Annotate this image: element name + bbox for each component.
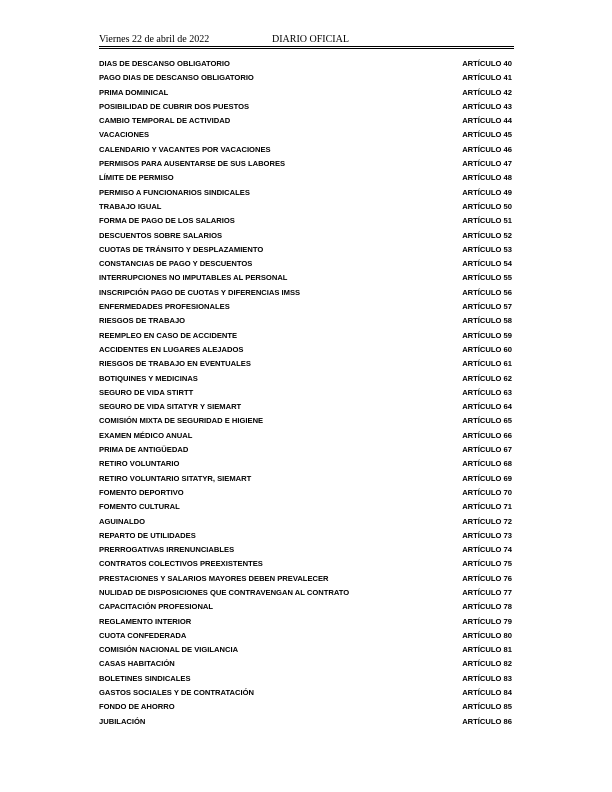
entry-title: FONDO DE AHORRO bbox=[99, 702, 175, 712]
entry-article: ARTÍCULO 73 bbox=[462, 530, 512, 540]
index-entry bbox=[99, 214, 512, 228]
entry-title: REPARTO DE UTILIDADES bbox=[99, 530, 196, 540]
entry-title: PRESTACIONES Y SALARIOS MAYORES DEBEN PREVALECER bbox=[99, 573, 329, 583]
entry-article: ARTÍCULO 54 bbox=[462, 259, 512, 269]
entry-title: DESCUENTOS SOBRE SALARIOS bbox=[99, 230, 223, 240]
index-entry bbox=[99, 472, 512, 486]
entry-title: BOLETINES SINDICALES bbox=[99, 673, 191, 683]
index-entry bbox=[99, 686, 512, 700]
entry-article: ARTÍCULO 59 bbox=[462, 330, 512, 340]
entry-article: ARTÍCULO 62 bbox=[462, 373, 512, 383]
entry-title: SEGURO DE VIDA STIRTT bbox=[99, 387, 194, 397]
index-entry bbox=[99, 700, 512, 714]
index-entry bbox=[99, 128, 512, 142]
entry-title: PRERROGATIVAS IRRENUNCIABLES bbox=[99, 545, 235, 555]
entry-article: ARTÍCULO 81 bbox=[462, 645, 512, 655]
index-entry bbox=[99, 443, 512, 457]
entry-article: ARTÍCULO 41 bbox=[462, 73, 512, 83]
entry-title: EXAMEN MÉDICO ANUAL bbox=[99, 430, 193, 440]
entry-title: CUOTA CONFEDERADA bbox=[99, 630, 187, 640]
entry-article: ARTÍCULO 66 bbox=[462, 430, 512, 440]
entry-article: ARTÍCULO 68 bbox=[462, 459, 512, 469]
index-entry bbox=[99, 271, 512, 285]
entry-title: PAGO DIAS DE DESCANSO OBLIGATORIO bbox=[99, 73, 254, 83]
index-entry bbox=[99, 229, 512, 243]
header-rule-top bbox=[99, 46, 514, 47]
index-entry bbox=[99, 57, 512, 71]
entry-article: ARTÍCULO 79 bbox=[462, 616, 512, 626]
entry-title: REEMPLEO EN CASO DE ACCIDENTE bbox=[99, 330, 238, 340]
index-entry bbox=[99, 171, 512, 185]
entry-title: FOMENTO DEPORTIVO bbox=[99, 487, 184, 497]
entry-article: ARTÍCULO 71 bbox=[462, 502, 512, 512]
index-entry bbox=[99, 429, 512, 443]
index-entry bbox=[99, 557, 512, 571]
entry-article: ARTÍCULO 55 bbox=[462, 273, 512, 283]
article-index bbox=[99, 57, 512, 729]
entry-article: ARTÍCULO 60 bbox=[462, 344, 512, 354]
entry-title: POSIBILIDAD DE CUBRIR DOS PUESTOS bbox=[99, 101, 250, 111]
entry-article: ARTÍCULO 84 bbox=[462, 688, 512, 698]
index-entry bbox=[99, 414, 512, 428]
index-entry bbox=[99, 329, 512, 343]
index-entry bbox=[99, 157, 512, 171]
entry-article: ARTÍCULO 57 bbox=[462, 302, 512, 312]
entry-title: PRIMA DE ANTIGÜEDAD bbox=[99, 445, 189, 455]
index-entry bbox=[99, 386, 512, 400]
entry-article: ARTÍCULO 76 bbox=[462, 573, 512, 583]
entry-title: RIESGOS DE TRABAJO bbox=[99, 316, 186, 326]
entry-title: PERMISOS PARA AUSENTARSE DE SUS LABORES bbox=[99, 159, 286, 169]
index-entry bbox=[99, 543, 512, 557]
entry-title: DIAS DE DESCANSO OBLIGATORIO bbox=[99, 59, 230, 68]
entry-title: VACACIONES bbox=[99, 130, 150, 140]
entry-title: RETIRO VOLUNTARIO SITATYR, SIEMART bbox=[99, 473, 252, 483]
index-entry bbox=[99, 200, 512, 214]
index-entry bbox=[99, 400, 512, 414]
entry-article: ARTÍCULO 65 bbox=[462, 416, 512, 426]
index-entry bbox=[99, 457, 512, 471]
index-entry bbox=[99, 357, 512, 371]
entry-title: NULIDAD DE DISPOSICIONES QUE CONTRAVENGAN AL CONTRATO bbox=[99, 587, 350, 597]
entry-article: ARTÍCULO 53 bbox=[462, 244, 512, 254]
index-entry bbox=[99, 615, 512, 629]
entry-title: INTERRUPCIONES NO IMPUTABLES AL PERSONAL bbox=[99, 273, 288, 283]
entry-article: ARTÍCULO 43 bbox=[462, 101, 512, 111]
entry-article: ARTÍCULO 51 bbox=[462, 216, 512, 226]
index-entry bbox=[99, 257, 512, 271]
entry-article: ARTÍCULO 44 bbox=[462, 116, 512, 126]
index-entry bbox=[99, 643, 512, 657]
entry-title: SEGURO DE VIDA SITATYR Y SIEMART bbox=[99, 402, 242, 412]
index-entry bbox=[99, 600, 512, 614]
index-entry bbox=[99, 500, 512, 514]
entry-title: CAPACITACIÓN PROFESIONAL bbox=[99, 602, 214, 612]
entry-article: ARTÍCULO 78 bbox=[462, 602, 512, 612]
index-entry bbox=[99, 372, 512, 386]
entry-article: ARTÍCULO 42 bbox=[462, 87, 512, 97]
entry-title: COMISIÓN MIXTA DE SEGURIDAD E HIGIENE bbox=[99, 416, 264, 426]
index-entry bbox=[99, 529, 512, 543]
entry-title: INSCRIPCIÓN PAGO DE CUOTAS Y DIFERENCIAS IMSS bbox=[99, 287, 301, 297]
entry-article: ARTÍCULO 61 bbox=[462, 359, 512, 369]
index-entry bbox=[99, 515, 512, 529]
entry-article: ARTÍCULO 75 bbox=[462, 559, 512, 569]
header-publication: DIARIO OFICIAL bbox=[272, 34, 349, 45]
entry-title: COMISIÓN NACIONAL DE VIGILANCIA bbox=[99, 645, 239, 655]
entry-article: ARTÍCULO 45 bbox=[462, 130, 512, 140]
index-entry bbox=[99, 672, 512, 686]
index-entry bbox=[99, 114, 512, 128]
entry-article: ARTÍCULO 77 bbox=[462, 587, 512, 597]
entry-title: FOMENTO CULTURAL bbox=[99, 502, 180, 512]
index-entry bbox=[99, 286, 512, 300]
entry-article: ARTÍCULO 69 bbox=[462, 473, 512, 483]
entry-article: ARTÍCULO 50 bbox=[462, 201, 512, 211]
entry-article: ARTÍCULO 72 bbox=[462, 516, 512, 526]
header-rule-bottom bbox=[99, 48, 514, 49]
entry-article: ARTÍCULO 83 bbox=[462, 673, 512, 683]
index-entry bbox=[99, 86, 512, 100]
index-entry bbox=[99, 143, 512, 157]
index-entry bbox=[99, 71, 512, 85]
entry-title: REGLAMENTO INTERIOR bbox=[99, 616, 192, 626]
entry-article: ARTÍCULO 40 bbox=[462, 59, 512, 68]
entry-title: LÍMITE DE PERMISO bbox=[99, 173, 174, 183]
entry-title: BOTIQUINES Y MEDICINAS bbox=[99, 373, 198, 383]
entry-title: CASAS HABITACIÓN bbox=[99, 659, 175, 669]
entry-title: ENFERMEDADES PROFESIONALES bbox=[99, 302, 230, 312]
index-entry bbox=[99, 100, 512, 114]
entry-article: ARTÍCULO 46 bbox=[462, 144, 512, 154]
entry-title: CAMBIO TEMPORAL DE ACTIVIDAD bbox=[99, 116, 231, 126]
entry-title: AGUINALDO bbox=[99, 516, 145, 526]
entry-title: PERMISO A FUNCIONARIOS SINDICALES bbox=[99, 187, 250, 197]
index-entry bbox=[99, 572, 512, 586]
index-entry bbox=[99, 343, 512, 357]
entry-article: ARTÍCULO 64 bbox=[462, 402, 512, 412]
entry-article: ARTÍCULO 67 bbox=[462, 445, 512, 455]
entry-title: CALENDARIO Y VACANTES POR VACACIONES bbox=[99, 144, 271, 154]
entry-title: CONTRATOS COLECTIVOS PREEXISTENTES bbox=[99, 559, 263, 569]
entry-article: ARTÍCULO 74 bbox=[462, 545, 512, 555]
entry-article: ARTÍCULO 85 bbox=[462, 702, 512, 712]
entry-title: CUOTAS DE TRÁNSITO Y DESPLAZAMIENTO bbox=[99, 244, 264, 254]
entry-title: RETIRO VOLUNTARIO bbox=[99, 459, 180, 469]
entry-title: TRABAJO IGUAL bbox=[99, 201, 162, 211]
entry-article: ARTÍCULO 80 bbox=[462, 630, 512, 640]
index-entry bbox=[99, 486, 512, 500]
entry-article: ARTÍCULO 48 bbox=[462, 173, 512, 183]
entry-title: FORMA DE PAGO DE LOS SALARIOS bbox=[99, 216, 235, 226]
index-entry bbox=[99, 300, 512, 314]
entry-title: PRIMA DOMINICAL bbox=[99, 87, 169, 97]
entry-title: JUBILACIÓN bbox=[99, 716, 146, 726]
entry-article: ARTÍCULO 63 bbox=[462, 387, 512, 397]
index-entry bbox=[99, 586, 512, 600]
index-entry bbox=[99, 629, 512, 643]
entry-article: ARTÍCULO 47 bbox=[462, 159, 512, 169]
entry-title: GASTOS SOCIALES Y DE CONTRATACIÓN bbox=[99, 688, 254, 698]
index-entry bbox=[99, 243, 512, 257]
entry-article: ARTÍCULO 49 bbox=[462, 187, 512, 197]
index-entry bbox=[99, 715, 512, 729]
entry-article: ARTÍCULO 70 bbox=[462, 487, 512, 497]
index-entry bbox=[99, 314, 512, 328]
entry-title: ACCIDENTES EN LUGARES ALEJADOS bbox=[99, 344, 244, 354]
entry-article: ARTÍCULO 58 bbox=[462, 316, 512, 326]
entry-title: CONSTANCIAS DE PAGO Y DESCUENTOS bbox=[99, 259, 253, 269]
index-entry bbox=[99, 657, 512, 671]
entry-article: ARTÍCULO 52 bbox=[462, 230, 512, 240]
header-date: Viernes 22 de abril de 2022 bbox=[99, 34, 210, 45]
index-entry bbox=[99, 186, 512, 200]
entry-article: ARTÍCULO 56 bbox=[462, 287, 512, 297]
entry-article: ARTÍCULO 86 bbox=[462, 716, 512, 726]
entry-title: RIESGOS DE TRABAJO EN EVENTUALES bbox=[99, 359, 251, 369]
entry-article: ARTÍCULO 82 bbox=[462, 659, 512, 669]
